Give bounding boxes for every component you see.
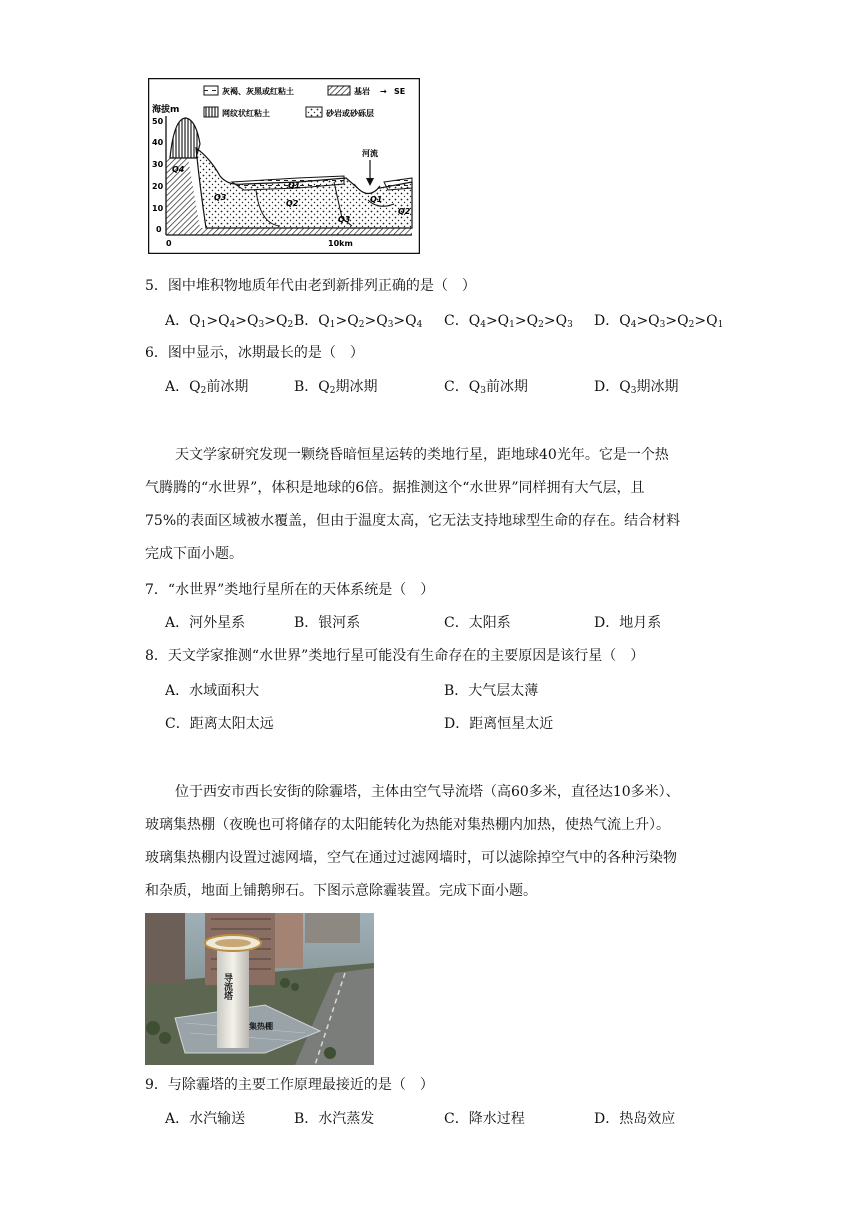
shed-label: 集热棚 bbox=[249, 1022, 273, 1031]
q5a-part: >Q bbox=[235, 313, 259, 329]
q5b-sub: 4 bbox=[416, 320, 423, 330]
question-6-stem: 6．图中显示，冰期最长的是（ ） bbox=[145, 345, 364, 361]
q6-option-d[interactable] bbox=[594, 377, 678, 401]
q5b-part: >Q bbox=[364, 313, 388, 329]
question-9-stem: 9．与除霾塔的主要工作原理最接近的是（ ） bbox=[145, 1077, 434, 1093]
passage-smog-tower bbox=[145, 776, 735, 908]
q5-option-a-letter: A． bbox=[165, 313, 190, 329]
q6b-sub: 2 bbox=[329, 386, 336, 396]
q6-option-b-letter: B． bbox=[294, 379, 319, 395]
x-tick-10km: 10km bbox=[328, 239, 353, 248]
q6a-post: 前冰期 bbox=[206, 379, 249, 395]
river-label: 河流 bbox=[362, 149, 378, 158]
q5-option-c[interactable] bbox=[444, 311, 573, 335]
y-tick-10: 10 bbox=[152, 204, 164, 213]
q7-option-a[interactable]: A．河外星系 bbox=[165, 615, 246, 631]
passage-line: 位于西安市西长安街的除霾塔，主体由空气导流塔（高60多米，直径达10多米）、 bbox=[175, 784, 680, 800]
geologic-cross-section-figure bbox=[148, 78, 420, 254]
q6c-pre: Q bbox=[468, 379, 481, 395]
passage-line: 完成下面小题。 bbox=[145, 546, 243, 562]
q6-option-a-letter: A． bbox=[165, 379, 190, 395]
y-tick-0: 0 bbox=[156, 225, 162, 234]
question-5-stem: 5．图中堆积物地质年代由老到新排列正确的是（ ） bbox=[145, 278, 476, 294]
q6d-sub: 3 bbox=[630, 386, 637, 396]
q7-option-d[interactable]: D．地月系 bbox=[594, 615, 662, 631]
q5a-part: >Q bbox=[264, 313, 288, 329]
q5a-part: Q bbox=[189, 313, 201, 329]
q6-option-c[interactable] bbox=[444, 377, 528, 401]
passage-line: 和杂质，地面上铺鹅卵石。下图示意除霾装置。完成下面小题。 bbox=[145, 883, 537, 899]
passage-line: 气腾腾的“水世界”，体积是地球的6倍。据推测这个“水世界”同样拥有大气层，且 bbox=[145, 480, 645, 496]
q6-option-a[interactable] bbox=[165, 377, 248, 401]
legend-item-1: 灰褐、灰黑或红粘土 bbox=[222, 87, 294, 96]
q8-option-d[interactable]: D．距离恒星太近 bbox=[444, 716, 554, 732]
q5b-part: >Q bbox=[393, 313, 417, 329]
q5d-sub: 2 bbox=[688, 320, 695, 330]
q5c-part: >Q bbox=[543, 313, 568, 329]
q5-option-a[interactable] bbox=[165, 311, 293, 335]
legend-item-2: 基岩 bbox=[354, 87, 370, 96]
q5c-part: Q bbox=[468, 313, 481, 329]
q5d-part: Q bbox=[619, 313, 631, 329]
q5-option-b[interactable] bbox=[294, 311, 422, 335]
smog-tower-photo bbox=[145, 913, 374, 1065]
q5c-part: >Q bbox=[485, 313, 510, 329]
label-q1: Q1 bbox=[288, 181, 301, 190]
passage-water-world bbox=[145, 439, 725, 571]
passage-line: 75%的表面区域被水覆盖，但由于温度太高，它无法支持地球型生命的存在。结合材料 bbox=[145, 513, 681, 529]
passage-line: 玻璃集热棚（夜晚也可将储存的太阳能转化为热能对集热棚内加热，使热气流上升）。 bbox=[145, 817, 670, 833]
q6b-pre: Q bbox=[318, 379, 330, 395]
label-q2-right: Q2 bbox=[398, 207, 411, 216]
q6c-post: 前冰期 bbox=[485, 379, 528, 395]
label-q3-right: Q3 bbox=[338, 215, 351, 224]
q5d-sub: 1 bbox=[717, 320, 724, 330]
y-tick-40: 40 bbox=[152, 138, 164, 147]
q9-option-c[interactable]: C．降水过程 bbox=[444, 1111, 525, 1127]
y-axis-label: 海拔m bbox=[152, 105, 180, 115]
q6b-post: 期冰期 bbox=[335, 379, 378, 395]
direction-arrow: → bbox=[380, 87, 387, 96]
q7-option-b[interactable]: B．银河系 bbox=[294, 615, 361, 631]
q9-option-a[interactable]: A．水汽输送 bbox=[165, 1111, 246, 1127]
q6c-sub: 3 bbox=[480, 386, 486, 396]
direction-label: SE bbox=[394, 87, 406, 96]
label-q1-river: Q1 bbox=[370, 195, 383, 204]
label-q3-left: Q3 bbox=[214, 193, 227, 202]
q6-option-b[interactable] bbox=[294, 377, 378, 401]
q5b-sub: 2 bbox=[358, 320, 365, 330]
q5b-sub: 3 bbox=[387, 320, 394, 330]
q6-option-c-letter: C． bbox=[444, 379, 469, 395]
q5d-sub: 4 bbox=[630, 320, 637, 330]
label-q4: Q4 bbox=[172, 165, 185, 174]
passage-line: 天文学家研究发现一颗绕昏暗恒星运转的类地行星，距地球40光年。它是一个热 bbox=[175, 447, 669, 463]
y-tick-30: 30 bbox=[152, 160, 164, 169]
q5-option-b-letter: B． bbox=[294, 313, 319, 329]
q5a-part: >Q bbox=[206, 313, 230, 329]
q5b-part: Q bbox=[318, 313, 330, 329]
question-7-stem: 7．“水世界”类地行星所在的天体系统是（ ） bbox=[145, 582, 435, 598]
q5a-sub: 3 bbox=[258, 320, 265, 330]
y-tick-20: 20 bbox=[152, 182, 164, 191]
q6a-pre: Q bbox=[189, 379, 201, 395]
q5-option-d[interactable] bbox=[594, 311, 723, 335]
q5c-part: >Q bbox=[514, 313, 539, 329]
q5d-part: >Q bbox=[636, 313, 660, 329]
q5b-part: >Q bbox=[335, 313, 359, 329]
q5c-sub: 1 bbox=[509, 320, 515, 330]
q5-option-c-letter: C． bbox=[444, 313, 469, 329]
label-q2: Q2 bbox=[286, 199, 299, 208]
x-tick-0: 0 bbox=[166, 239, 172, 248]
question-8-stem: 8．天文学家推测“水世界”类地行星可能没有生命存在的主要原因是该行星（ ） bbox=[145, 648, 645, 664]
y-tick-50: 50 bbox=[152, 117, 164, 126]
q9-option-b[interactable]: B．水汽蒸发 bbox=[294, 1111, 375, 1127]
q5c-sub: 2 bbox=[538, 320, 544, 330]
q6-option-d-letter: D． bbox=[594, 379, 620, 395]
q5a-sub: 4 bbox=[229, 320, 236, 330]
q5c-sub: 3 bbox=[567, 320, 573, 330]
q5d-part: >Q bbox=[694, 313, 718, 329]
q5d-part: >Q bbox=[665, 313, 689, 329]
q5-option-d-letter: D． bbox=[594, 313, 620, 329]
q8-option-b[interactable]: B．大气层太薄 bbox=[444, 683, 539, 699]
q5d-sub: 3 bbox=[659, 320, 666, 330]
q5a-sub: 2 bbox=[287, 320, 294, 330]
legend-item-3: 网纹状红粘土 bbox=[222, 109, 270, 118]
q8-option-a[interactable]: A．水域面积大 bbox=[165, 683, 260, 699]
q5b-sub: 1 bbox=[329, 320, 336, 330]
q9-option-d[interactable]: D．热岛效应 bbox=[594, 1111, 676, 1127]
q5a-sub: 1 bbox=[200, 320, 207, 330]
tower-label: 导流塔 bbox=[222, 973, 232, 1000]
q7-option-c[interactable]: C．太阳系 bbox=[444, 615, 511, 631]
q5c-sub: 4 bbox=[480, 320, 486, 330]
q6a-sub: 2 bbox=[200, 386, 207, 396]
legend-item-4: 砂岩或砂砾层 bbox=[326, 109, 374, 118]
q6d-pre: Q bbox=[619, 379, 631, 395]
q6d-post: 期冰期 bbox=[636, 379, 679, 395]
q8-option-c[interactable]: C．距离太阳太远 bbox=[165, 716, 274, 732]
passage-line: 玻璃集热棚内设置过滤网墙，空气在通过过滤网墙时，可以滤除掉空气中的各种污染物 bbox=[145, 850, 677, 866]
